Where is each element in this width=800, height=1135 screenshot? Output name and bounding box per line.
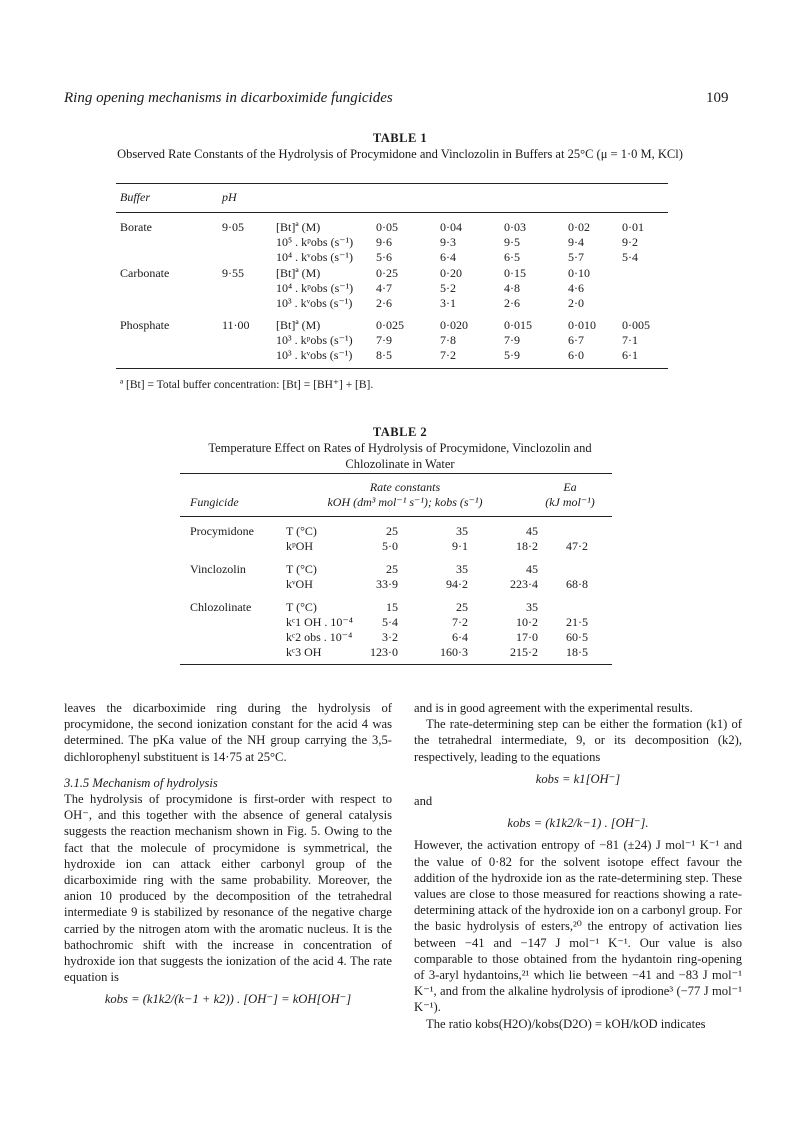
table2-cell-value: 35 — [526, 600, 538, 614]
table2-cell-value: 45 — [526, 524, 538, 538]
table1-cell-value: 0·010 — [568, 318, 596, 332]
right-and: and — [414, 794, 433, 809]
table1-row-label: [Bt]ª (M) — [276, 318, 321, 332]
table2-cell-value: 25 — [456, 600, 468, 614]
table1-col-ph: pH — [222, 190, 237, 204]
table1-cell-value: 7·2 — [440, 348, 456, 362]
table1-cell-value: 0·05 — [376, 220, 398, 234]
table1-cell-value: 6·0 — [568, 348, 584, 362]
table1-footnote: ª [Bt] = Total buffer concentration: [Bt] = [BH⁺] + [B]. — [120, 379, 374, 391]
page-number: 109 — [706, 90, 729, 106]
table1-row-label: 10³ . kᵖobs (s⁻¹) — [276, 333, 353, 347]
table2-header-rule — [180, 516, 612, 517]
table1-cell-value: 0·10 — [568, 266, 590, 280]
table1-cell-value: 0·025 — [376, 318, 404, 332]
table2-cell-value: 6·4 — [452, 630, 468, 644]
right-paragraph-1: and is in good agreement with the experimental results. — [414, 701, 693, 715]
right-paragraph-3: However, the activation entropy of −81 (±24) J mol⁻¹ K⁻¹ and the value of 0·82 for the solvent isotope effect favour the addition of the hydroxide ion as the rate-determining step. These values are close to those measured for reactions showing a rate-determining attack of the hydroxide ion on a carbonyl group. For the basic hydrolysis of esters,²⁰ the entropy of activation lies between −41 and −147 J mol⁻¹ K⁻¹. Our value is also comparable to those obtained from the hydantoin ring-opening of 3-aryl hydantoins,²¹ which lie between −41 and −83 J mol⁻¹ K⁻¹, and from the alkaline hydrolysis of iprodione³ (−77 J mol⁻¹ K⁻¹). — [414, 838, 742, 1015]
table2-fungicide-name: Procymidone — [190, 524, 254, 538]
table2-col-rate-line1: Rate constants — [369, 480, 441, 494]
table2-cell-value: 9·1 — [452, 539, 468, 553]
table2-bottom-rule — [180, 664, 612, 665]
table2-cell-value: 18·2 — [516, 539, 538, 553]
table1-col-buffer: Buffer — [120, 190, 150, 204]
table2-row-label: T (°C) — [286, 562, 317, 576]
table1-cell-value: 0·015 — [504, 318, 532, 332]
table1-cell-value: 9·3 — [440, 235, 456, 249]
table2-label: TABLE 2 — [372, 425, 428, 439]
table1-cell-value: 9·4 — [568, 235, 584, 249]
left-paragraph-1: leaves the dicarboximide ring during the hydrolysis of procymidone, the second ionization constant for the acid 4 was determined. The pKa value of the NH group carrying the 3,5-dichlorophenyl substituent is 14·75 at 25°C. — [64, 701, 392, 764]
table1-caption-block — [100, 130, 700, 162]
table2-row-label: kᵛOH — [286, 577, 313, 591]
table2-cell-value: 215·2 — [510, 645, 538, 659]
table2-row-label: kᶜ3 OH — [286, 645, 322, 659]
table1-cell-value: 0·15 — [504, 266, 526, 280]
table2-cell-value: 33·9 — [376, 577, 398, 591]
table2-caption-line1: Temperature Effect on Rates of Hydrolysis of Procymidone, Vinclozolin and — [208, 441, 592, 455]
table2-row-label: kᶜ2 obs . 10⁻⁴ — [286, 630, 353, 644]
left-paragraph-2: The hydrolysis of procymidone is first-order with respect to OH⁻, and this together with the absence of general catalysis suggests the reaction mechanism shown in Fig. 5. Owing to the fact that the molecule of procymidone is symmetrical, the hydroxide ion can attack either carbonyl group of the dicarboximide ring with the same probability. Moreover, the anion 10 produced by the decomposition of the tetrahedral intermediate 9 is stabilized by resonance of the negative charge carried by the nitrogen atom with the aromatic nucleus. It is the bathochromic shift with the increase in concentration of hydroxide ion that suggests the ionization of the acid 4. The rate equation is — [64, 792, 392, 985]
table1-cell-value: 5·4 — [622, 250, 638, 264]
table1-cell-value: 6·5 — [504, 250, 520, 264]
table1-cell-value: 3·1 — [440, 296, 456, 310]
table2-cell-value: 25 — [386, 562, 398, 576]
table2-ea-value: 60·5 — [566, 630, 588, 644]
table2-cell-value: 223·4 — [510, 577, 538, 591]
table1-cell-value: 0·03 — [504, 220, 526, 234]
table1-cell-value: 2·0 — [568, 296, 584, 310]
table1-cell-value: 0·020 — [440, 318, 468, 332]
table1-cell-value: 2·6 — [504, 296, 520, 310]
section-heading: 3.1.5 Mechanism of hydrolysis — [64, 775, 218, 790]
table2-cell-value: 94·2 — [446, 577, 468, 591]
table2-fungicide-name: Vinclozolin — [190, 562, 246, 576]
table2-cell-value: 123·0 — [370, 645, 398, 659]
table1-cell-value: 6·7 — [568, 333, 584, 347]
table2-cell-value: 45 — [526, 562, 538, 576]
table1-cell-value: 0·02 — [568, 220, 590, 234]
table2-cell-value: 160·3 — [440, 645, 468, 659]
table1-header-rule — [116, 212, 668, 213]
table2-col-fungicide: Fungicide — [190, 495, 239, 509]
table1-row-label: 10⁴ . kᵛobs (s⁻¹) — [276, 250, 353, 264]
table1-cell-value: 9·2 — [622, 235, 638, 249]
table2-ea-value: 68·8 — [566, 577, 588, 591]
running-title: Ring opening mechanisms in dicarboximide fungicides — [64, 90, 393, 106]
table2-ea-value: 21·5 — [566, 615, 588, 629]
table1-cell-value: 6·1 — [622, 348, 638, 362]
table1-row-label: 10⁵ . kᵖobs (s⁻¹) — [276, 235, 354, 249]
table2-cell-value: 10·2 — [516, 615, 538, 629]
table1-cell-value: 4·6 — [568, 281, 584, 295]
table1-top-rule — [116, 183, 668, 184]
table2-row-label: T (°C) — [286, 524, 317, 538]
table1-buffer-name: Carbonate — [120, 266, 170, 280]
table1-row-label: [Bt]ª (M) — [276, 220, 321, 234]
table1-cell-value: 6·4 — [440, 250, 456, 264]
table2-col-ea-line2: (kJ mol⁻¹) — [545, 495, 595, 509]
table1-cell-value: 0·01 — [622, 220, 644, 234]
body-right-column — [414, 700, 742, 1032]
table1-cell-value: 2·6 — [376, 296, 392, 310]
table1-cell-value: 8·5 — [376, 348, 392, 362]
table1-cell-value: 9·5 — [504, 235, 520, 249]
table1-row-label: 10³ . kᵛobs (s⁻¹) — [276, 296, 353, 310]
table2-caption-block — [100, 424, 700, 472]
table2-cell-value: 15 — [386, 600, 398, 614]
table1-row-label: [Bt]ª (M) — [276, 266, 321, 280]
table1-row-label: 10⁴ . kᵖobs (s⁻¹) — [276, 281, 354, 295]
table2-top-rule — [180, 473, 612, 474]
table1-cell-value: 5·6 — [376, 250, 392, 264]
table2-col-ea-line1: Ea — [563, 480, 577, 494]
table2-row-label: kᵖOH — [286, 539, 314, 553]
table2-row-label: kᶜ1 OH . 10⁻⁴ — [286, 615, 353, 629]
table1-bottom-rule — [116, 368, 668, 369]
table2-cell-value: 35 — [456, 562, 468, 576]
table2-col-rate-line2: kOH (dm³ mol⁻¹ s⁻¹); kobs (s⁻¹) — [327, 495, 483, 509]
table1-buffer-name: Phosphate — [120, 318, 170, 332]
table1-cell-value: 7·8 — [440, 333, 456, 347]
table2-cell-value: 25 — [386, 524, 398, 538]
right-paragraph-2: The rate-determining step can be either the formation (k1) of the tetrahedral intermediate, 9, or its decomposition (k2), respectively, leading to the equations — [414, 717, 742, 764]
table2-ea-value: 18·5 — [566, 645, 588, 659]
table1-cell-value: 0·04 — [440, 220, 462, 234]
table1-caption: Observed Rate Constants of the Hydrolysis of Procymidone and Vinclozolin in Buffers at 25°C (μ = 1·0 M, KCl) — [117, 147, 683, 161]
table2-caption-line2: Chlozolinate in Water — [345, 457, 455, 471]
table1-cell-value: 0·005 — [622, 318, 650, 332]
table1-label: TABLE 1 — [372, 131, 428, 145]
table1-cell-value: 4·7 — [376, 281, 392, 295]
table1-cell-value: 9·6 — [376, 235, 392, 249]
table1-ph-value: 9·55 — [222, 266, 244, 280]
right-paragraph-4: The ratio kobs(H2O)/kobs(D2O) = kOH/kOD indicates — [426, 1016, 706, 1031]
equation-2: kobs = (k1k2/k−1) . [OH⁻]. — [507, 816, 649, 831]
equation-1: kobs = k1[OH⁻] — [535, 771, 621, 786]
table2-cell-value: 7·2 — [452, 615, 468, 629]
table2-row-label: T (°C) — [286, 600, 317, 614]
table1-cell-value: 0·20 — [440, 266, 462, 280]
table1-row-label: 10³ . kᵛobs (s⁻¹) — [276, 348, 353, 362]
table2-cell-value: 5·4 — [382, 615, 398, 629]
table2-cell-value: 17·0 — [516, 630, 538, 644]
table1-cell-value: 4·8 — [504, 281, 520, 295]
table1-cell-value: 0·25 — [376, 266, 398, 280]
body-left-column — [64, 700, 392, 1014]
table1-ph-value: 9·05 — [222, 220, 244, 234]
table2-ea-value: 47·2 — [566, 539, 588, 553]
table2-cell-value: 35 — [456, 524, 468, 538]
table1-cell-value: 7·9 — [504, 333, 520, 347]
table2-cell-value: 3·2 — [382, 630, 398, 644]
table1-cell-value: 5·7 — [568, 250, 584, 264]
table2-cell-value: 5·0 — [382, 539, 398, 553]
table1-ph-value: 11·00 — [222, 318, 250, 332]
table1-cell-value: 5·9 — [504, 348, 520, 362]
table1-cell-value: 7·1 — [622, 333, 638, 347]
table2-fungicide-name: Chlozolinate — [190, 600, 252, 614]
rate-equation: kobs = (k1k2/(k−1 + k2)) . [OH⁻] = kOH[OH⁻] — [104, 992, 352, 1007]
table1-cell-value: 5·2 — [440, 281, 456, 295]
table1-buffer-name: Borate — [120, 220, 152, 234]
table1-cell-value: 7·9 — [376, 333, 392, 347]
